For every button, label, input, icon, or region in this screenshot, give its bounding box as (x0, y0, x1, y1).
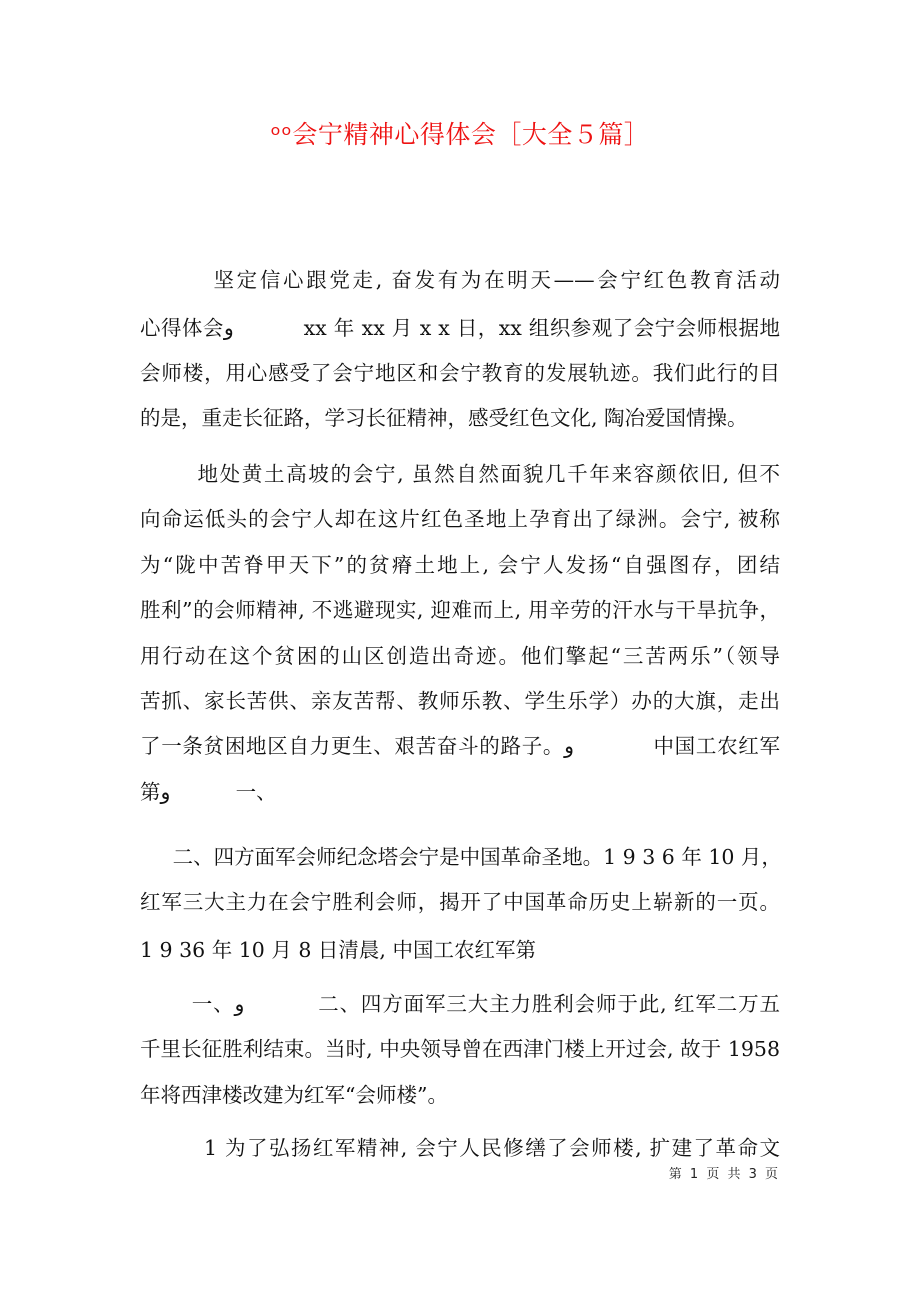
body-line: 的是，重走长征路，学习长征精神，感受红色文化, 陶冶爱国情操。 (140, 406, 748, 430)
body-line: 1 9 36 年 10 月 8 日清晨, 中国工农红军第 (140, 938, 536, 962)
body-line: 心得体会و xx 年 xx 月 x x 日，xx 组织参观了会宁会师根据地 (140, 316, 780, 340)
body-line: 会师楼，用心感受了会宁地区和会宁教育的发展轨迹。我们此行的目 (140, 361, 780, 385)
page-number: 第 1 页 共 3 页 (668, 1167, 780, 1182)
body-line: 苦抓、家长苦供、亲友苦帮、教师乐教、学生乐学）办的大旗，走出 (140, 689, 780, 713)
body-line: 年将西津楼改建为红军“会师楼”。 (140, 1083, 448, 1107)
body-line: 1 为了弘扬红军精神, 会宁人民修缮了会师楼, 扩建了革命文 (140, 1136, 780, 1160)
body-line: 为“陇中苦脊甲天下”的贫瘠土地上, 会宁人发扬“自强图存，团结 (140, 553, 780, 577)
body-line: 了一条贫困地区自力更生、艰苦奋斗的路子。و 中国工农红军 (140, 734, 781, 758)
body-line: 红军三大主力在会宁胜利会师，揭开了中国革命历史上崭新的一页。 (140, 890, 780, 914)
body-line: 一、و 二、四方面军三大主力胜利会师于此, 红军二万五 (140, 992, 780, 1016)
body-line: 坚定信心跟党走, 奋发有为在明天——会宁红色教育活动 (140, 268, 780, 292)
body-line: 用行动在这个贫困的山区创造出奇迹。他们擎起“三苦两乐”（领导 (140, 644, 780, 668)
body-line: 二、四方面军会师纪念塔会宁是中国革命圣地。1 9 3 6 年 10 月， (140, 845, 782, 869)
body-line: 胜利”的会师精神, 不逃避现实, 迎难而上, 用辛劳的汗水与干旱抗争， (140, 598, 780, 622)
body-line: 第و 一、 (140, 780, 277, 804)
document-title: ᵒᵒ会宁精神心得体会［大全５篇］ (270, 120, 650, 149)
body-line: 地处黄土高坡的会宁, 虽然自然面貌几千年来容颜依旧, 但不 (140, 462, 780, 486)
body-line: 向命运低头的会宁人却在这片红色圣地上孕育出了绿洲。会宁, 被称 (140, 507, 780, 531)
body-line: 千里长征胜利结束。当时, 中央领导曾在西津门楼上开过会, 故于 1958 (140, 1037, 780, 1061)
